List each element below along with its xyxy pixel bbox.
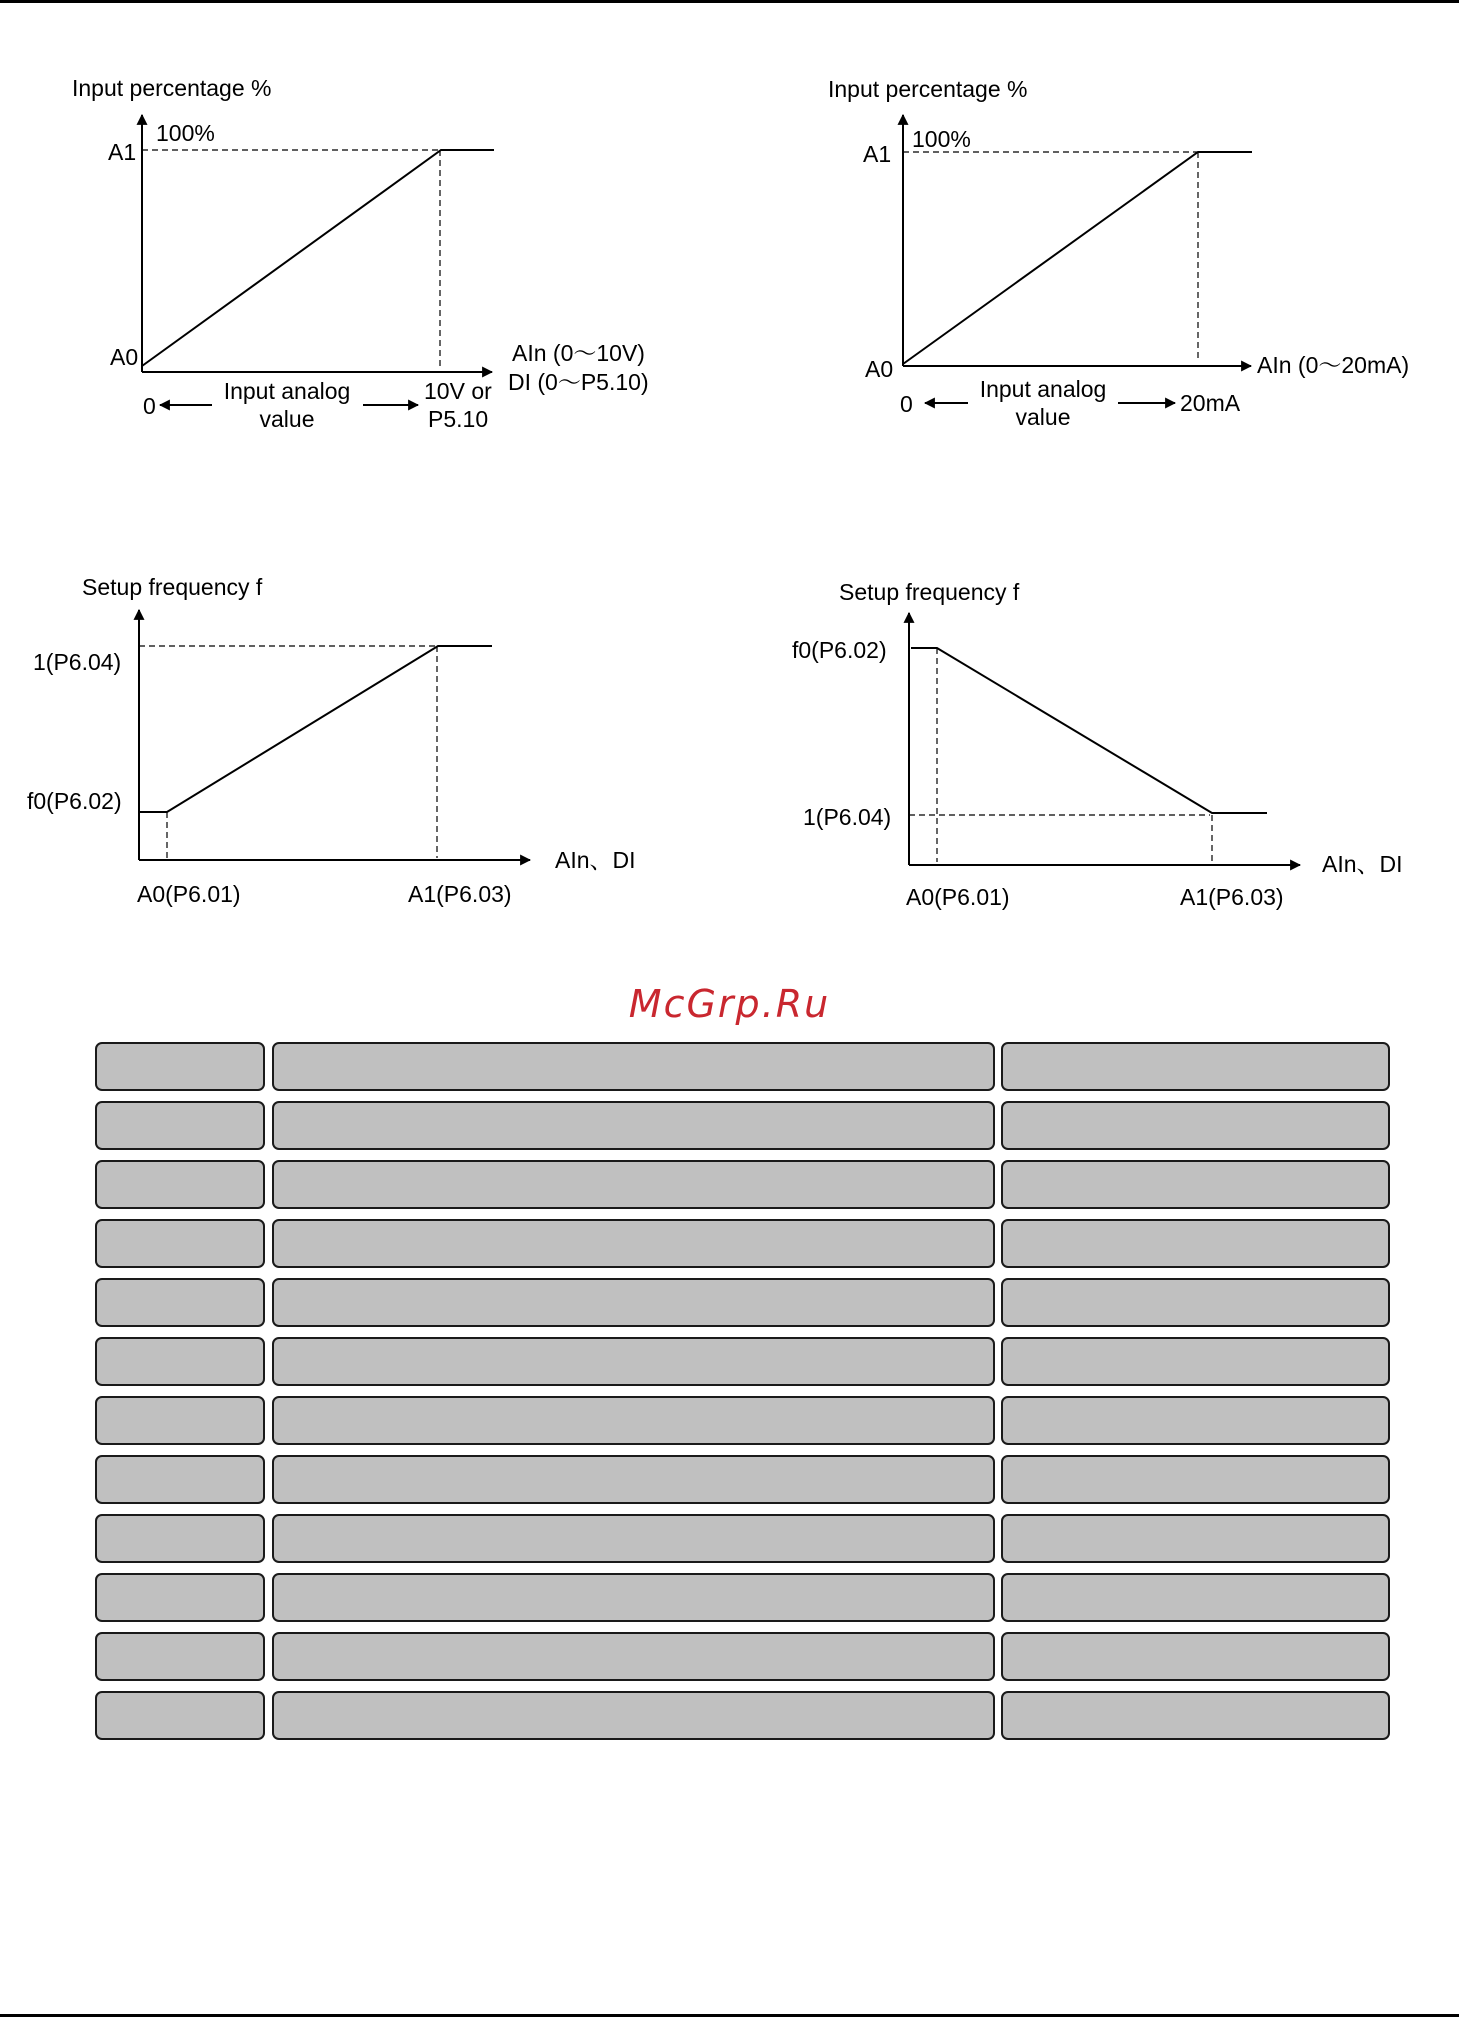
table-cell-description [272, 1632, 995, 1681]
current-input-diagram [903, 115, 1252, 403]
x-mid-label-line1: Input analog [979, 376, 1107, 402]
y-title: Input percentage % [828, 76, 1028, 102]
x-origin-label: 0 [143, 393, 156, 419]
y-top-label: 1(P6.04) [33, 649, 122, 675]
table-row [95, 1101, 1391, 1154]
table-row [95, 1573, 1391, 1626]
characteristic-curve [139, 646, 492, 812]
y-bottom-label: 1(P6.04) [803, 804, 892, 830]
table-row [95, 1691, 1391, 1744]
x-axis-label: AIn、DI [1322, 851, 1403, 877]
table-cell-code [95, 1396, 265, 1445]
table-cell-value [1001, 1396, 1390, 1445]
table-cell-code [95, 1160, 265, 1209]
table-row [95, 1455, 1391, 1508]
table-cell-value [1001, 1160, 1390, 1209]
table-cell-description [272, 1101, 995, 1150]
x-end-label-line1: 10V or [424, 378, 492, 404]
y-top-pct: 100% [156, 120, 215, 146]
x-axis-label-line1: AIn (0～10V) [512, 340, 645, 366]
table-cell-value [1001, 1455, 1390, 1504]
x-axis-label-line2: DI (0～P5.10) [508, 369, 649, 395]
x-end-label: A1(P6.03) [1180, 884, 1284, 910]
x-end-label-line2: P5.10 [428, 406, 489, 432]
y-bottom-label: f0(P6.02) [27, 788, 122, 814]
table-cell-code [95, 1691, 265, 1740]
voltage-input-diagram [142, 115, 494, 405]
x-axis-label: AIn、DI [555, 847, 636, 873]
table-cell-code [95, 1632, 265, 1681]
frequency-positive-diagram [139, 610, 530, 860]
x-start-label: A0(P6.01) [137, 881, 241, 907]
table-cell-description [272, 1396, 995, 1445]
characteristic-curve [903, 152, 1252, 364]
table-cell-value [1001, 1632, 1390, 1681]
y-bottom-label: A0 [865, 356, 894, 382]
table-row [95, 1219, 1391, 1272]
table-cell-description [272, 1219, 995, 1268]
table-row [95, 1042, 1391, 1095]
table-cell-description [272, 1160, 995, 1209]
table-row [95, 1337, 1391, 1390]
table-cell-value [1001, 1514, 1390, 1563]
x-axis-label-line1: AIn (0～20mA) [1257, 352, 1410, 378]
y-top-label: A1 [863, 141, 892, 167]
y-title: Setup frequency f [839, 579, 1020, 605]
x-end-label: A1(P6.03) [408, 881, 512, 907]
table-cell-value [1001, 1337, 1390, 1386]
table-cell-value [1001, 1573, 1390, 1622]
table-row [95, 1632, 1391, 1685]
x-mid-label-line1: Input analog [223, 378, 351, 404]
table-row [95, 1396, 1391, 1449]
table-row [95, 1514, 1391, 1567]
y-title: Setup frequency f [82, 574, 263, 600]
table-row [95, 1160, 1391, 1213]
table-cell-description [272, 1573, 995, 1622]
frequency-negative-diagram [909, 613, 1300, 865]
characteristic-curve [911, 648, 1267, 813]
table-cell-value [1001, 1219, 1390, 1268]
table-cell-description [272, 1337, 995, 1386]
x-end-label: 20mA [1180, 390, 1241, 416]
analog-input-diagrams [0, 0, 1459, 960]
x-mid-label-line2: value [259, 406, 315, 432]
table-cell-value [1001, 1101, 1390, 1150]
table-cell-code [95, 1042, 265, 1091]
table-cell-description [272, 1042, 995, 1091]
table-cell-code [95, 1573, 265, 1622]
table-cell-code [95, 1278, 265, 1327]
table-cell-value [1001, 1042, 1390, 1091]
x-origin-label: 0 [900, 391, 913, 417]
table-cell-description [272, 1514, 995, 1563]
table-cell-description [272, 1278, 995, 1327]
watermark: McGrp.Ru [628, 982, 831, 1026]
table-cell-description [272, 1455, 995, 1504]
table-cell-code [95, 1337, 265, 1386]
table-cell-description [272, 1691, 995, 1740]
y-top-pct: 100% [912, 126, 971, 152]
y-title: Input percentage % [72, 75, 272, 101]
table-cell-value [1001, 1278, 1390, 1327]
table-cell-code [95, 1514, 265, 1563]
table-cell-value [1001, 1691, 1390, 1740]
y-top-label: f0(P6.02) [792, 637, 887, 663]
table-row [95, 1278, 1391, 1331]
y-bottom-label: A0 [110, 344, 139, 370]
table-cell-code [95, 1101, 265, 1150]
y-top-label: A1 [108, 139, 137, 165]
table-cell-code [95, 1455, 265, 1504]
x-start-label: A0(P6.01) [906, 884, 1010, 910]
table-cell-code [95, 1219, 265, 1268]
bottom-rule [0, 2014, 1459, 2017]
x-mid-label-line2: value [1015, 404, 1071, 430]
characteristic-curve [142, 150, 494, 366]
